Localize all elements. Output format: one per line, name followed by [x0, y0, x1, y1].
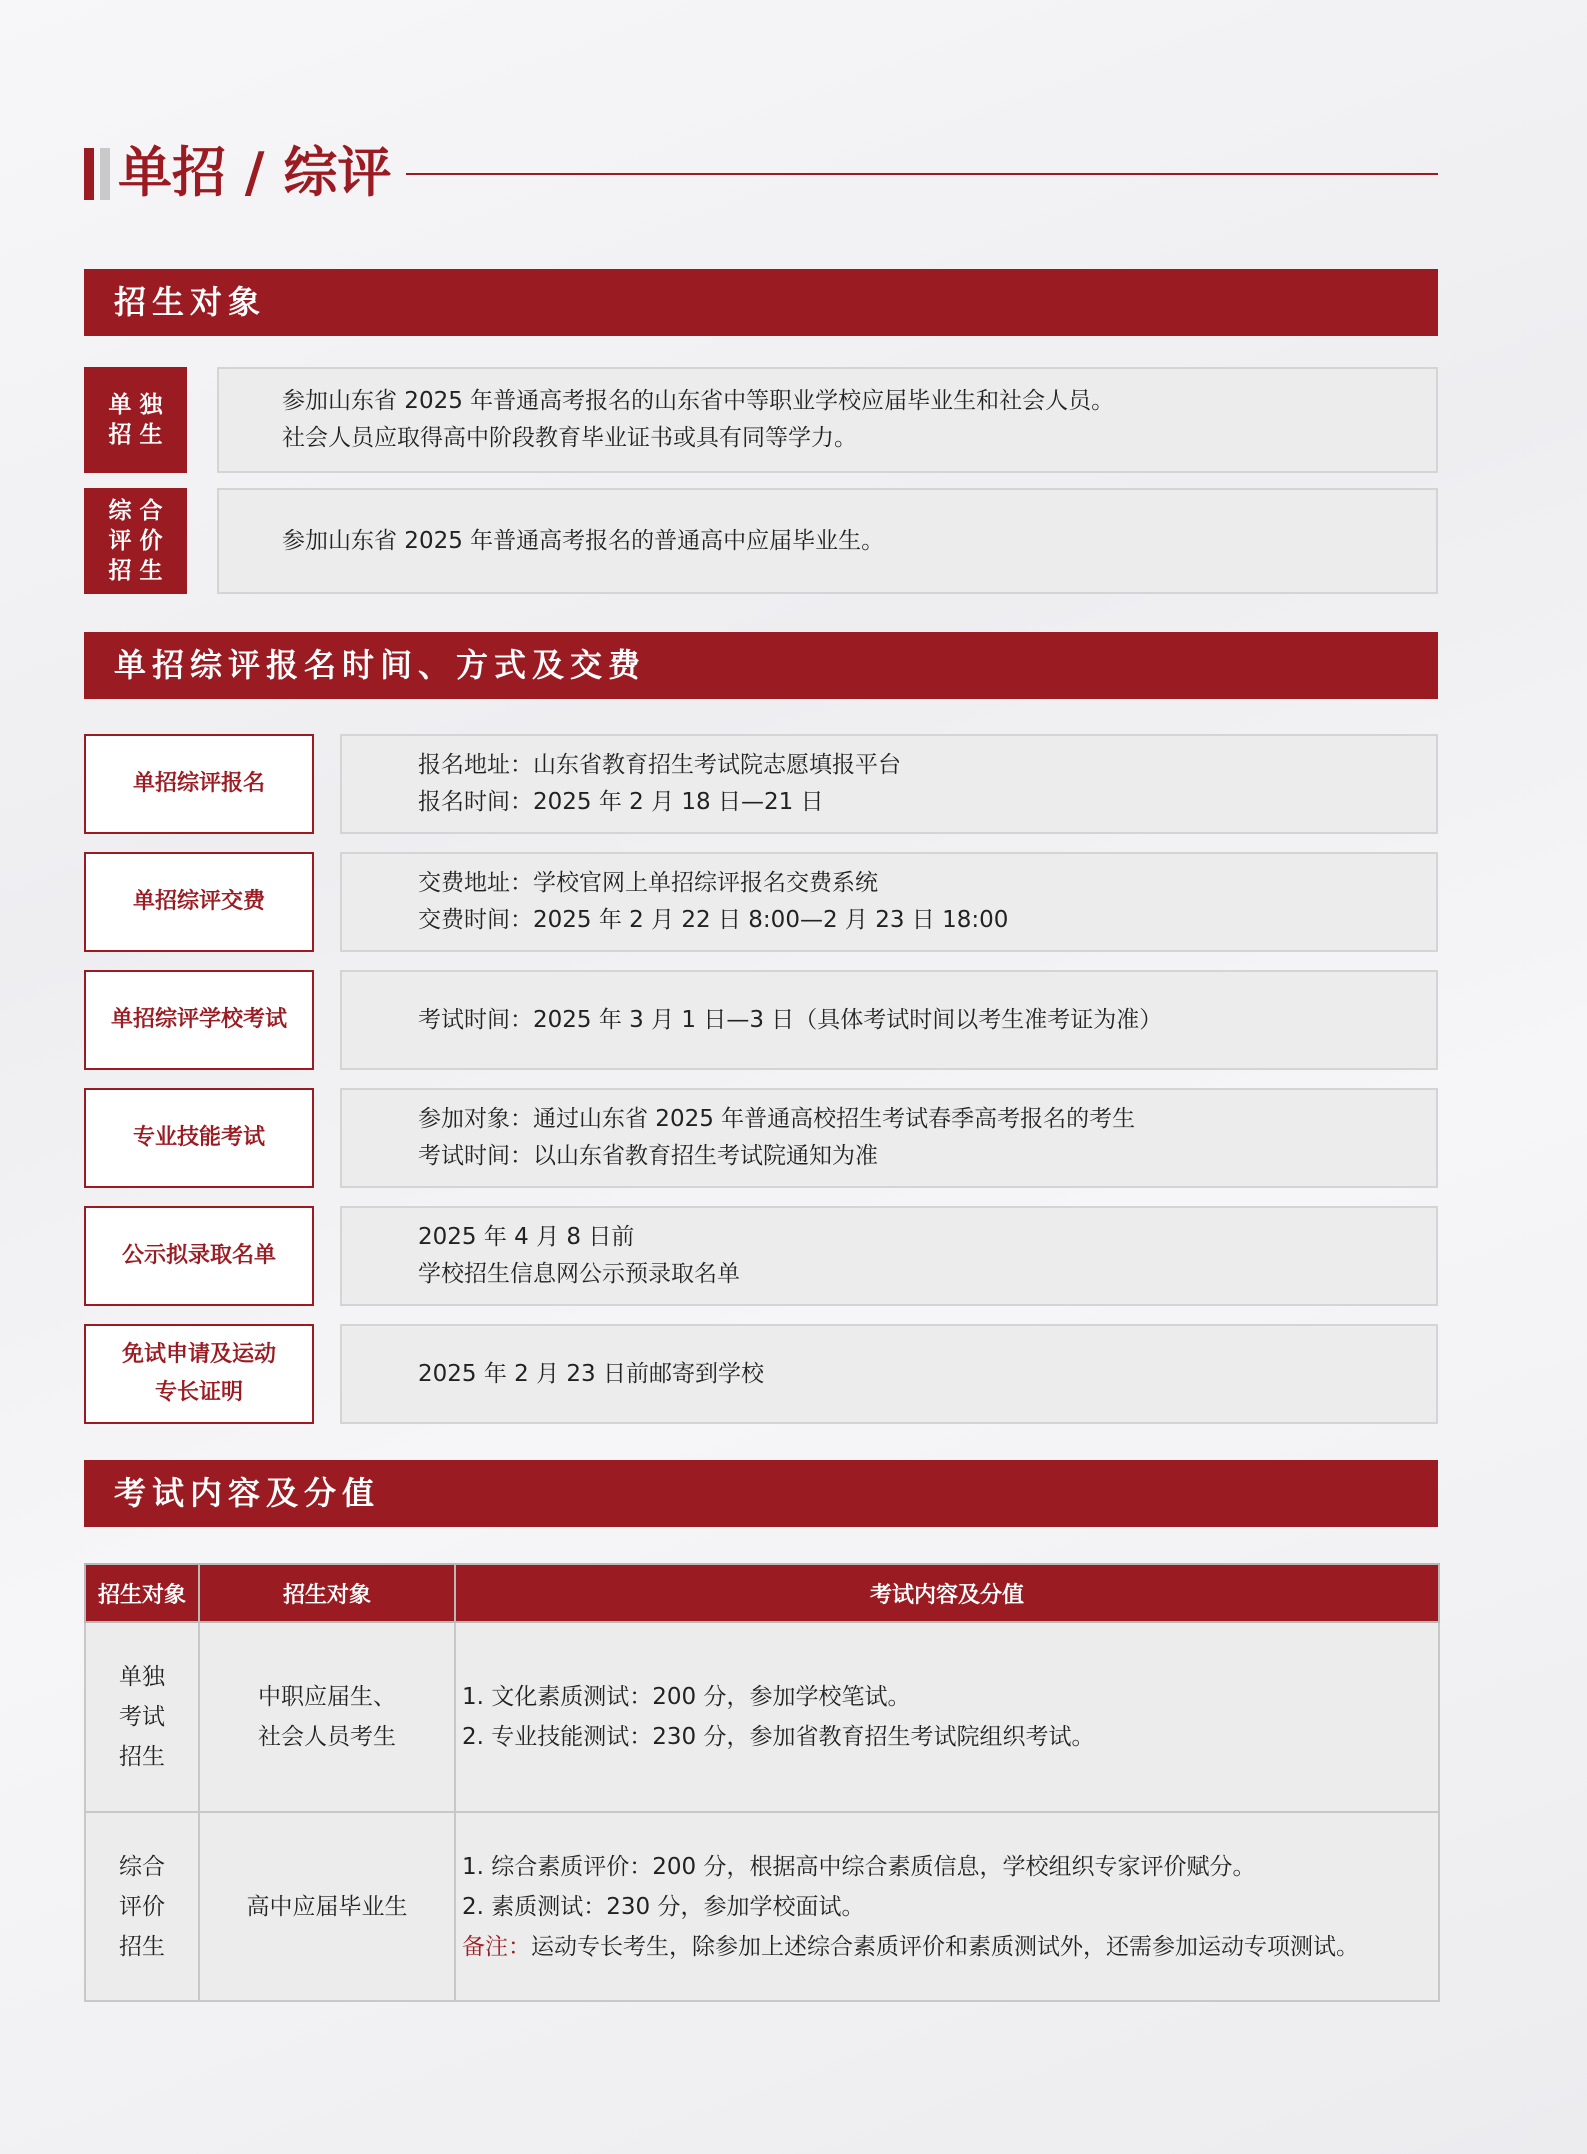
- schedule-label-text: 专长证明: [154, 1380, 243, 1405]
- cell-line: 中职应届生、: [258, 1684, 396, 1710]
- schedule-label-school-exam: [84, 970, 314, 1070]
- cell-line: 1. 综合素质评价：200 分，根据高中综合素质信息，学校组织专家评价赋分。: [462, 1853, 1256, 1880]
- title-accent-bar-grey: [100, 148, 110, 200]
- table-row: [85, 1812, 1439, 2001]
- schedule-label-publicity: [84, 1206, 314, 1306]
- schedule-detail-line: 交费地址：学校官网上单招综评报名交费系统: [418, 870, 878, 896]
- table-header-row: [85, 1564, 1439, 1622]
- schedule-detail-line: 报名地址：山东省教育招生考试院志愿填报平台: [418, 752, 901, 778]
- table-cell-type: [85, 1812, 199, 2001]
- table-row: [85, 1622, 1439, 1812]
- schedule-label-text: 单招综评学校考试: [110, 1007, 287, 1032]
- schedule-label-text: 免试申请及运动: [121, 1342, 276, 1367]
- target-label-line: 招生: [108, 558, 171, 584]
- schedule-detail-skill-exam: [340, 1088, 1438, 1188]
- schedule-detail-exemption: [340, 1324, 1438, 1424]
- target-label-line: 评价: [108, 528, 171, 554]
- title-divider-line: [406, 173, 1438, 175]
- cell-line: 高中应届毕业生: [246, 1893, 408, 1920]
- schedule-label-payment: [84, 852, 314, 952]
- schedule-label-exemption: [84, 1324, 314, 1424]
- column-header: 招生对象: [85, 1564, 199, 1622]
- table-cell-target: [199, 1812, 455, 2001]
- section-header-schedule: 单招综评报名时间、方式及交费: [84, 632, 1438, 699]
- note-text: 运动专长考生，除参加上述综合素质评价和素质测试外，还需参加运动专项测试。: [531, 1933, 1359, 1960]
- schedule-detail-line: 参加对象：通过山东省 2025 年普通高校招生考试春季高考报名的考生: [418, 1106, 1136, 1132]
- schedule-label-text: 公示拟录取名单: [121, 1243, 276, 1268]
- target-label-single: [84, 367, 187, 473]
- cell-line: 单独: [119, 1664, 165, 1690]
- cell-line: 招生: [119, 1933, 165, 1960]
- schedule-label-text: 专业技能考试: [132, 1125, 265, 1150]
- schedule-detail-registration: [340, 734, 1438, 834]
- target-label-comprehensive: [84, 488, 187, 594]
- schedule-label-skill-exam: [84, 1088, 314, 1188]
- column-header: 招生对象: [199, 1564, 455, 1622]
- column-header: 考试内容及分值: [455, 1564, 1439, 1622]
- target-desc-line: 社会人员应取得高中阶段教育毕业证书或具有同等学力。: [282, 425, 857, 451]
- cell-line: 评价: [119, 1893, 165, 1920]
- schedule-detail-line: 交费时间：2025 年 2 月 22 日 8:00—2 月 23 日 18:00: [418, 907, 1009, 933]
- schedule-detail-line: 考试时间：2025 年 3 月 1 日—3 日（具体考试时间以考生准考证为准）: [418, 1006, 1163, 1033]
- table-cell-content: [455, 1812, 1439, 2001]
- schedule-detail-line: 2025 年 2 月 23 日前邮寄到学校: [418, 1360, 764, 1387]
- cell-line: 考试: [119, 1704, 165, 1730]
- schedule-label-registration: [84, 734, 314, 834]
- target-desc-single: [217, 367, 1438, 473]
- section-header-exam: 考试内容及分值: [84, 1460, 1438, 1527]
- schedule-detail-school-exam: [340, 970, 1438, 1070]
- schedule-label-text: 单招综评报名: [132, 771, 265, 796]
- note-label: 备注：: [462, 1933, 531, 1960]
- cell-line: 2. 专业技能测试：230 分，参加省教育招生考试院组织考试。: [462, 1724, 1095, 1750]
- cell-line: 1. 文化素质测试：200 分，参加学校笔试。: [462, 1684, 911, 1710]
- table-cell-content: [455, 1622, 1439, 1812]
- target-desc-comprehensive: [217, 488, 1438, 594]
- target-label-line: 招生: [108, 422, 171, 448]
- target-label-line: 单独: [108, 392, 171, 418]
- page-title: 单招 / 综评: [118, 141, 392, 204]
- schedule-label-text: 单招综评交费: [132, 889, 265, 914]
- target-desc-line: 参加山东省 2025 年普通高考报名的山东省中等职业学校应届毕业生和社会人员。: [282, 388, 1115, 414]
- target-label-line: 综合: [108, 498, 171, 524]
- cell-line: 招生: [119, 1744, 165, 1770]
- title-accent-bar: [84, 148, 94, 200]
- note-line: [462, 1927, 1437, 1967]
- section-header-targets: 招生对象: [84, 269, 1438, 336]
- table-cell-target: [199, 1622, 455, 1812]
- target-desc-line: 参加山东省 2025 年普通高考报名的普通高中应届毕业生。: [282, 527, 885, 554]
- schedule-detail-payment: [340, 852, 1438, 952]
- schedule-detail-line: 学校招生信息网公示预录取名单: [418, 1261, 740, 1287]
- schedule-detail-line: 考试时间：以山东省教育招生考试院通知为准: [418, 1143, 878, 1169]
- cell-line: 综合: [119, 1853, 165, 1880]
- cell-line: 2. 素质测试：230 分，参加学校面试。: [462, 1893, 865, 1920]
- table-cell-type: [85, 1622, 199, 1812]
- schedule-detail-line: 报名时间：2025 年 2 月 18 日—21 日: [418, 789, 824, 815]
- schedule-detail-line: 2025 年 4 月 8 日前: [418, 1224, 635, 1250]
- schedule-detail-publicity: [340, 1206, 1438, 1306]
- exam-content-table: [84, 1563, 1440, 2002]
- cell-line: 社会人员考生: [258, 1724, 396, 1750]
